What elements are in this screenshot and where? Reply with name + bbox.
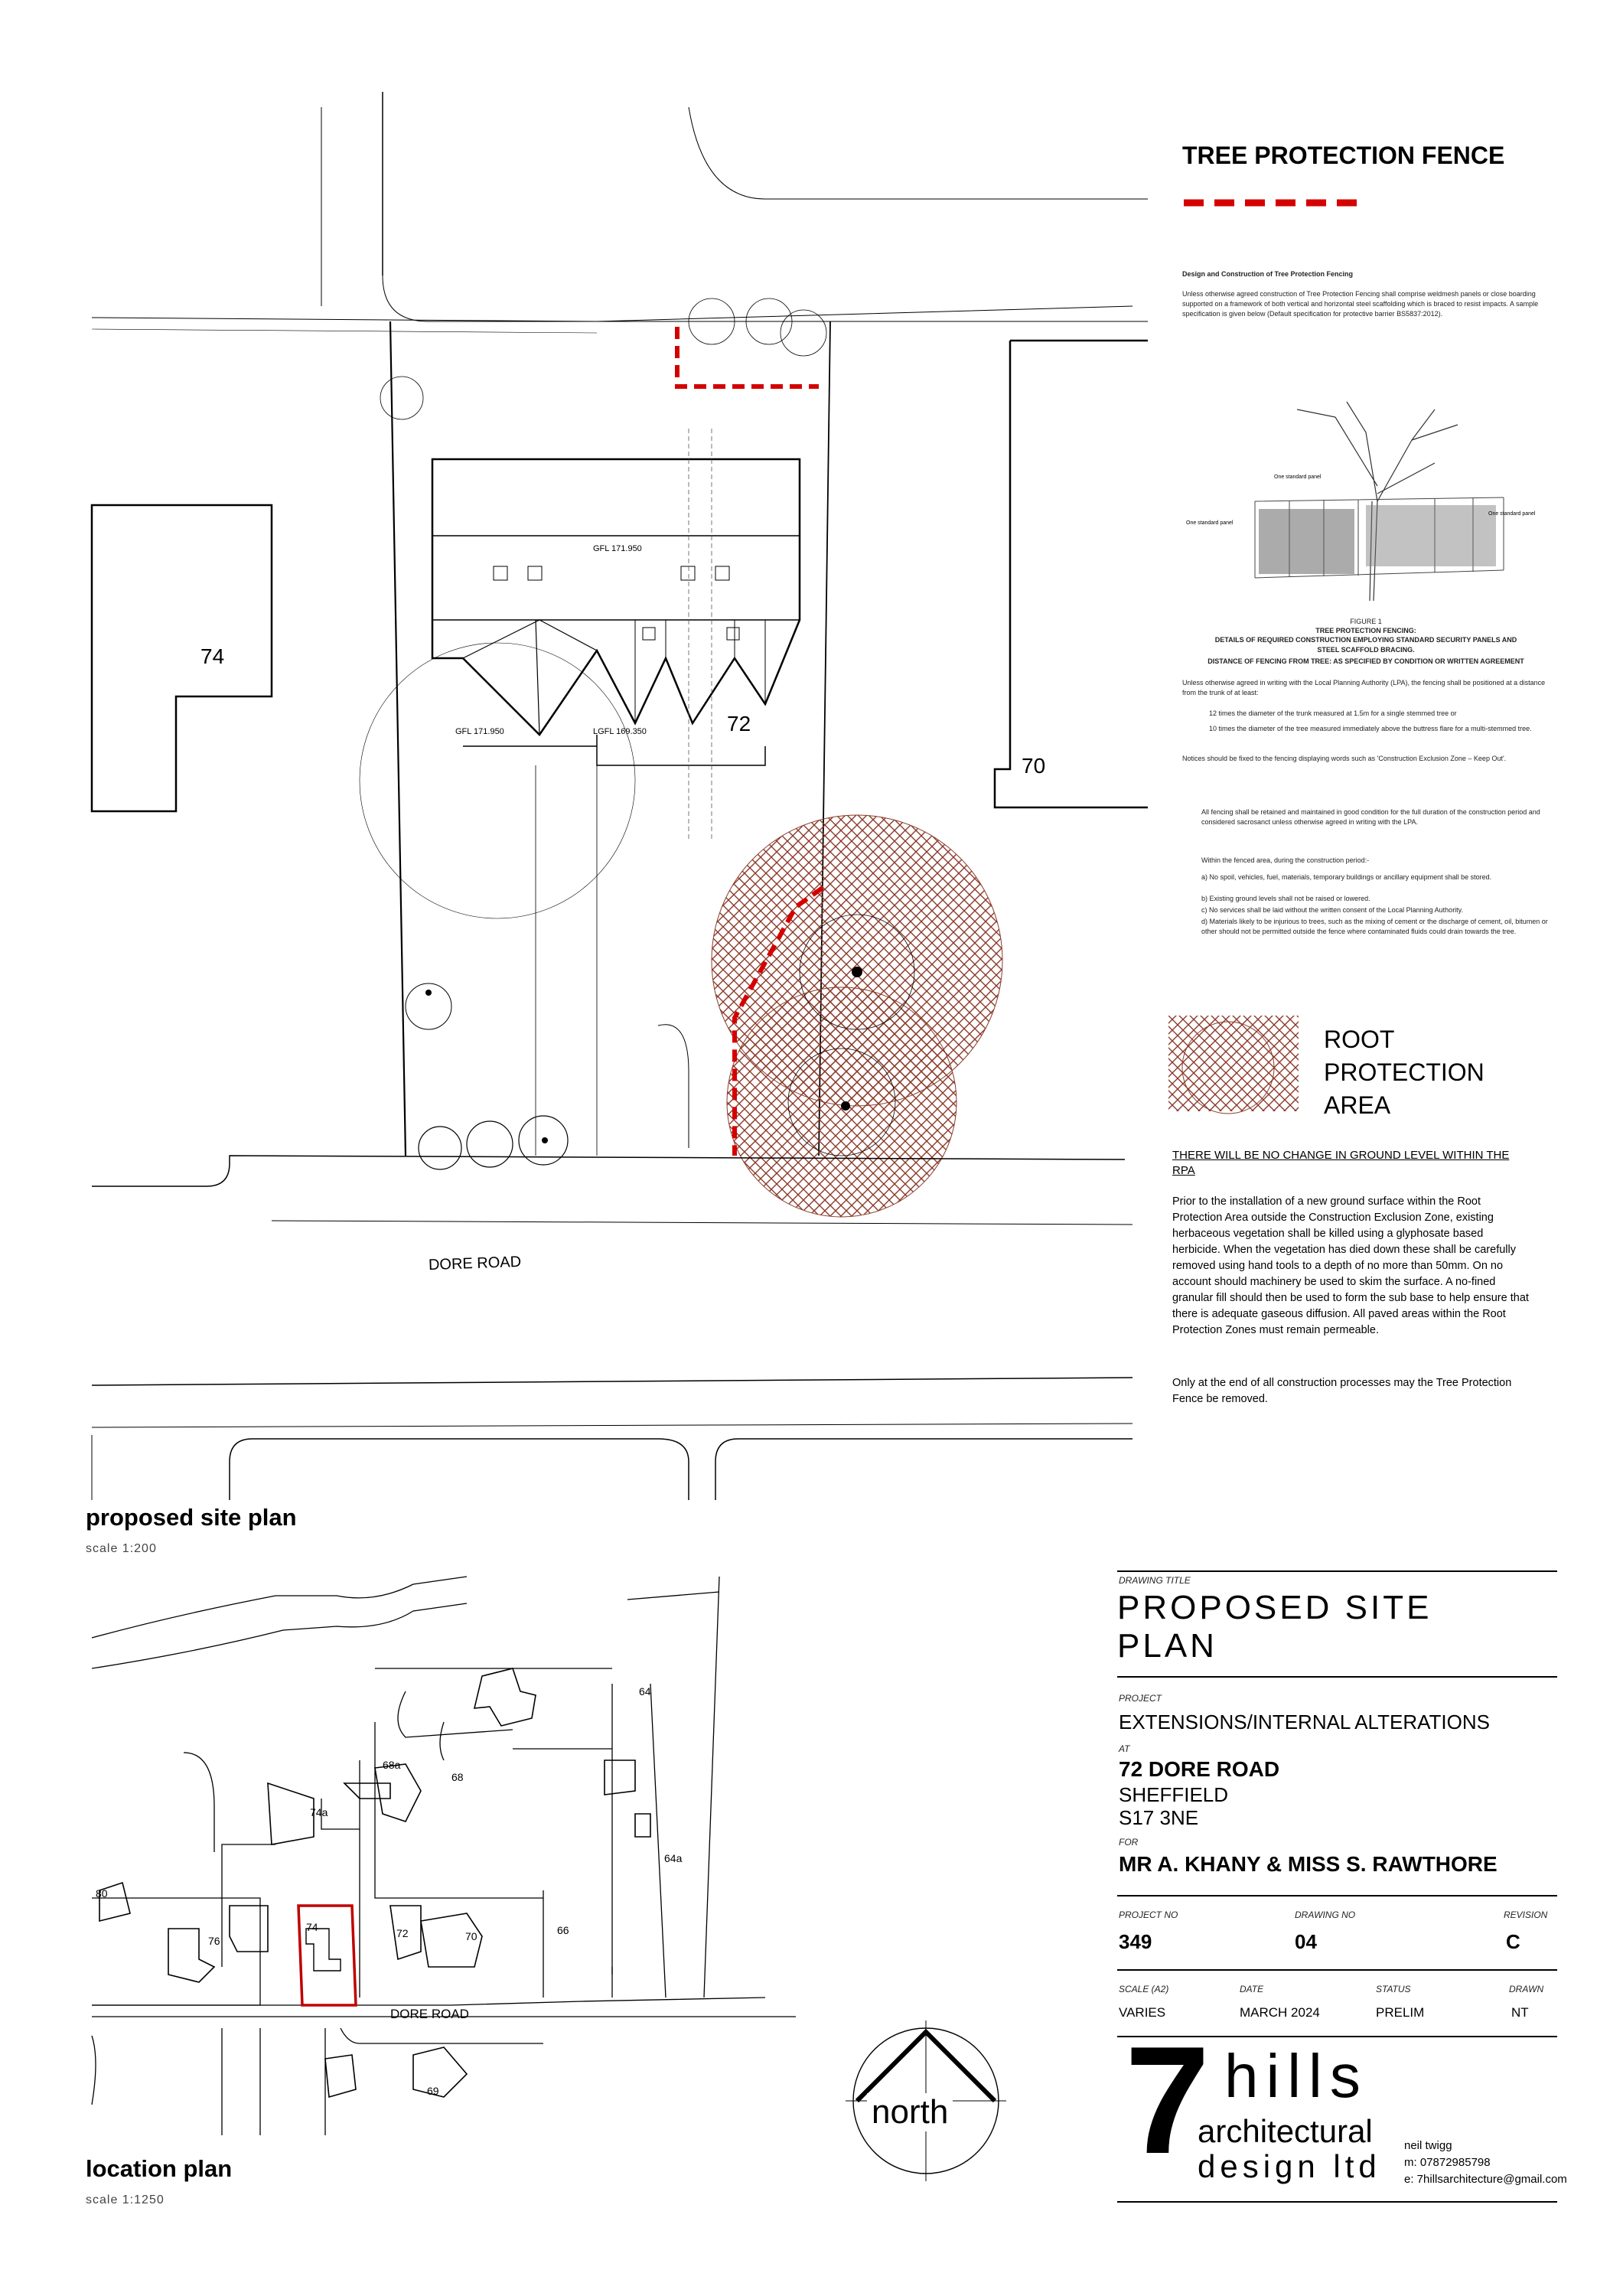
contact-name: neil twigg bbox=[1404, 2139, 1452, 2152]
house-72-label: 72 bbox=[727, 712, 751, 735]
address-line-2: SHEFFIELD bbox=[1119, 1783, 1229, 1806]
location-plan-title: location plan bbox=[86, 2155, 233, 2182]
plot-label-66: 66 bbox=[557, 1924, 569, 1936]
spec-item-c: c) No services shall be laid without the written consent of the Local Planning Authority. bbox=[1201, 906, 1464, 914]
drawing-no-label: DRAWING NO bbox=[1295, 1910, 1356, 1920]
svg-text:One standard panel: One standard panel bbox=[1186, 520, 1234, 526]
rpa-hatch-2 bbox=[727, 987, 957, 1217]
lgfl-label: LGFL 169.350 bbox=[593, 727, 647, 736]
figure-caption-2: TREE PROTECTION FENCING: bbox=[1315, 627, 1416, 634]
spec-heading: Design and Construction of Tree Protection Fencing bbox=[1182, 270, 1354, 278]
house-74-outline bbox=[92, 505, 272, 811]
drawing-title-line-2: PLAN bbox=[1117, 1627, 1217, 1665]
address-line-1: 72 DORE ROAD bbox=[1119, 1757, 1280, 1781]
tree-protection-fence-top bbox=[677, 327, 819, 386]
revision-value: C bbox=[1506, 1930, 1520, 1953]
plot-label-64: 64 bbox=[639, 1685, 651, 1698]
svg-text:One standard panel: One standard panel bbox=[1488, 511, 1536, 517]
tpf-title: TREE PROTECTION FENCE bbox=[1182, 142, 1505, 169]
revision-label: REVISION bbox=[1504, 1910, 1548, 1920]
plot-label-72: 72 bbox=[396, 1927, 409, 1939]
scale-value: VARIES bbox=[1119, 2005, 1166, 2020]
project-value: EXTENSIONS/INTERNAL ALTERATIONS bbox=[1119, 1711, 1490, 1733]
rpa-label-1: ROOT bbox=[1324, 1026, 1395, 1053]
plot-label-70: 70 bbox=[465, 1930, 477, 1942]
house-72-outline bbox=[432, 459, 800, 735]
status-value: PRELIM bbox=[1376, 2005, 1425, 2020]
fence-figure-illustration bbox=[1182, 386, 1550, 608]
spec-item-a: a) No spoil, vehicles, fuel, materials, temporary buildings or ancillary equipment shall be stored. bbox=[1201, 873, 1492, 881]
rpa-legend-swatch bbox=[1167, 1014, 1305, 1121]
road-label: DORE ROAD bbox=[428, 1253, 522, 1274]
rpa-paragraph-1: Prior to the installation of a new ground surface within the Root Protection Area outside the Construction Exclusion Zone, existing herbaceous vegetation shall be killed using a glyphosate based herbicide. When the vegetation has died down these shall be carefully removed using hand tools to a depth of no more than 50mm. On no account should machinery be used to skim the surface. A no-fined granular fill should then be used to form the sub base to help ensure that there is adequate gaseous diffusion. All paved areas within the Root Protection Zones must remain permeable. bbox=[1172, 1195, 1529, 1336]
scale-label: SCALE (A2) bbox=[1119, 1984, 1169, 1994]
contact-phone: m: 07872985798 bbox=[1404, 2156, 1491, 2169]
contact-email: e: 7hillsarchitecture@gmail.com bbox=[1404, 2173, 1567, 2186]
status-label: STATUS bbox=[1376, 1984, 1411, 1994]
svg-text:One standard panel: One standard panel bbox=[1274, 475, 1322, 480]
address-line-3: S17 3NE bbox=[1119, 1806, 1199, 1829]
gfl-main-label: GFL 171.950 bbox=[593, 544, 642, 553]
drawn-label: DRAWN bbox=[1509, 1984, 1544, 1994]
plot-label-76: 76 bbox=[208, 1935, 220, 1947]
drawing-title-label: DRAWING TITLE bbox=[1119, 1575, 1191, 1586]
spec-retained: All fencing shall be retained and maintained in good condition for the full duration of the construction period and considered sacrosanct unless otherwise agreed in writing with the LPA. bbox=[1201, 808, 1540, 826]
plot-label-74: 74 bbox=[306, 1921, 318, 1933]
date-label: DATE bbox=[1240, 1984, 1264, 1994]
site-plan-scale: scale 1:200 bbox=[86, 1542, 157, 1555]
client-value: MR A. KHANY & MISS S. RAWTHORE bbox=[1119, 1852, 1498, 1876]
tree-trunk bbox=[841, 1101, 850, 1110]
for-label: FOR bbox=[1119, 1837, 1139, 1848]
at-label: AT bbox=[1119, 1743, 1130, 1754]
spec-bullet-2: 10 times the diameter of the tree measured immediately above the buttress flare for a multi-stemmed tree. bbox=[1209, 725, 1532, 732]
date-value: MARCH 2024 bbox=[1240, 2005, 1320, 2020]
gfl-left-label: GFL 171.950 bbox=[455, 727, 504, 736]
company-logo-architectural: architectural bbox=[1198, 2113, 1373, 2149]
plot-label-80: 80 bbox=[96, 1887, 108, 1900]
tree-trunk bbox=[425, 990, 432, 996]
house-70-label: 70 bbox=[1022, 754, 1046, 778]
company-logo-7: 7 bbox=[1125, 2015, 1211, 2186]
company-logo-design-ltd: design ltd bbox=[1198, 2148, 1381, 2184]
company-logo-hills: hills bbox=[1224, 2042, 1368, 2110]
tree-trunk bbox=[852, 967, 862, 977]
proposed-site-plan-drawing bbox=[0, 0, 1148, 1500]
plot-label-74a: 74a bbox=[310, 1806, 328, 1818]
plot-label-64a: 64a bbox=[664, 1852, 683, 1864]
rpa-label-3: AREA bbox=[1324, 1091, 1391, 1119]
plot-label-68a: 68a bbox=[383, 1759, 401, 1771]
tpf-legend-line bbox=[1182, 195, 1366, 210]
spec-item-b: b) Existing ground levels shall not be raised or lowered. bbox=[1201, 895, 1370, 902]
project-label: PROJECT bbox=[1119, 1693, 1162, 1704]
figure-caption-3: DETAILS OF REQUIRED CONSTRUCTION EMPLOYING STANDARD SECURITY PANELS AND STEEL SCAFFOLD BRACING. bbox=[1214, 636, 1517, 654]
spec-intro: Unless otherwise agreed construction of Tree Protection Fencing shall comprise weldmesh panels or close boarding supported on a framework of both vertical and horizontal steel scaffolding which is braced to resist impacts. A sample specification is given below (Default specification for protective barrier BS5837:2012). bbox=[1182, 290, 1539, 318]
plot-label-69: 69 bbox=[427, 2085, 439, 2097]
location-road-label: DORE ROAD bbox=[390, 2007, 469, 2021]
spec-distance: Unless otherwise agreed in writing with the Local Planning Authority (LPA), the fencing shall be positioned at a distance from the trunk of at least: bbox=[1182, 679, 1546, 696]
spec-within: Within the fenced area, during the construction period:- bbox=[1201, 856, 1370, 864]
location-plan-map bbox=[84, 1569, 803, 2135]
location-plan-scale: scale 1:1250 bbox=[86, 2193, 165, 2206]
spec-bullet-1: 12 times the diameter of the trunk measured at 1.5m for a single stemmed tree or bbox=[1209, 709, 1457, 717]
figure-caption-4: DISTANCE OF FENCING FROM TREE: AS SPECIFIED BY CONDITION OR WRITTEN AGREEMENT bbox=[1207, 657, 1524, 665]
plot-label-68: 68 bbox=[451, 1771, 464, 1783]
drawing-no-value: 04 bbox=[1295, 1930, 1317, 1953]
rpa-label-2: PROTECTION bbox=[1324, 1058, 1484, 1086]
tree-trunk bbox=[542, 1137, 548, 1143]
rpa-note: THERE WILL BE NO CHANGE IN GROUND LEVEL WITHIN THE RPA bbox=[1172, 1149, 1510, 1177]
rpa-paragraph-2: Only at the end of all construction processes may the Tree Protection Fence be removed. bbox=[1172, 1377, 1512, 1405]
site-plan-title: proposed site plan bbox=[86, 1504, 297, 1531]
figure-caption-1: FIGURE 1 bbox=[1350, 618, 1382, 625]
project-no-label: PROJECT NO bbox=[1119, 1910, 1178, 1920]
house-74-label: 74 bbox=[200, 644, 225, 668]
drawn-value: NT bbox=[1511, 2005, 1529, 2020]
house-70-outline bbox=[995, 341, 1148, 807]
north-label: north bbox=[867, 2093, 953, 2131]
spec-notices: Notices should be fixed to the fencing displaying words such as 'Construction Exclusion Zone – Keep Out'. bbox=[1182, 755, 1507, 762]
spec-item-d: d) Materials likely to be injurious to trees, such as the mixing of cement or the discharge of cement, oil, bitumen or other should not be permitted outside the fence where contaminated fluids could drain towards the tree. bbox=[1201, 918, 1548, 935]
project-no-value: 349 bbox=[1119, 1930, 1152, 1953]
drawing-title-line-1: PROPOSED SITE bbox=[1117, 1589, 1432, 1626]
